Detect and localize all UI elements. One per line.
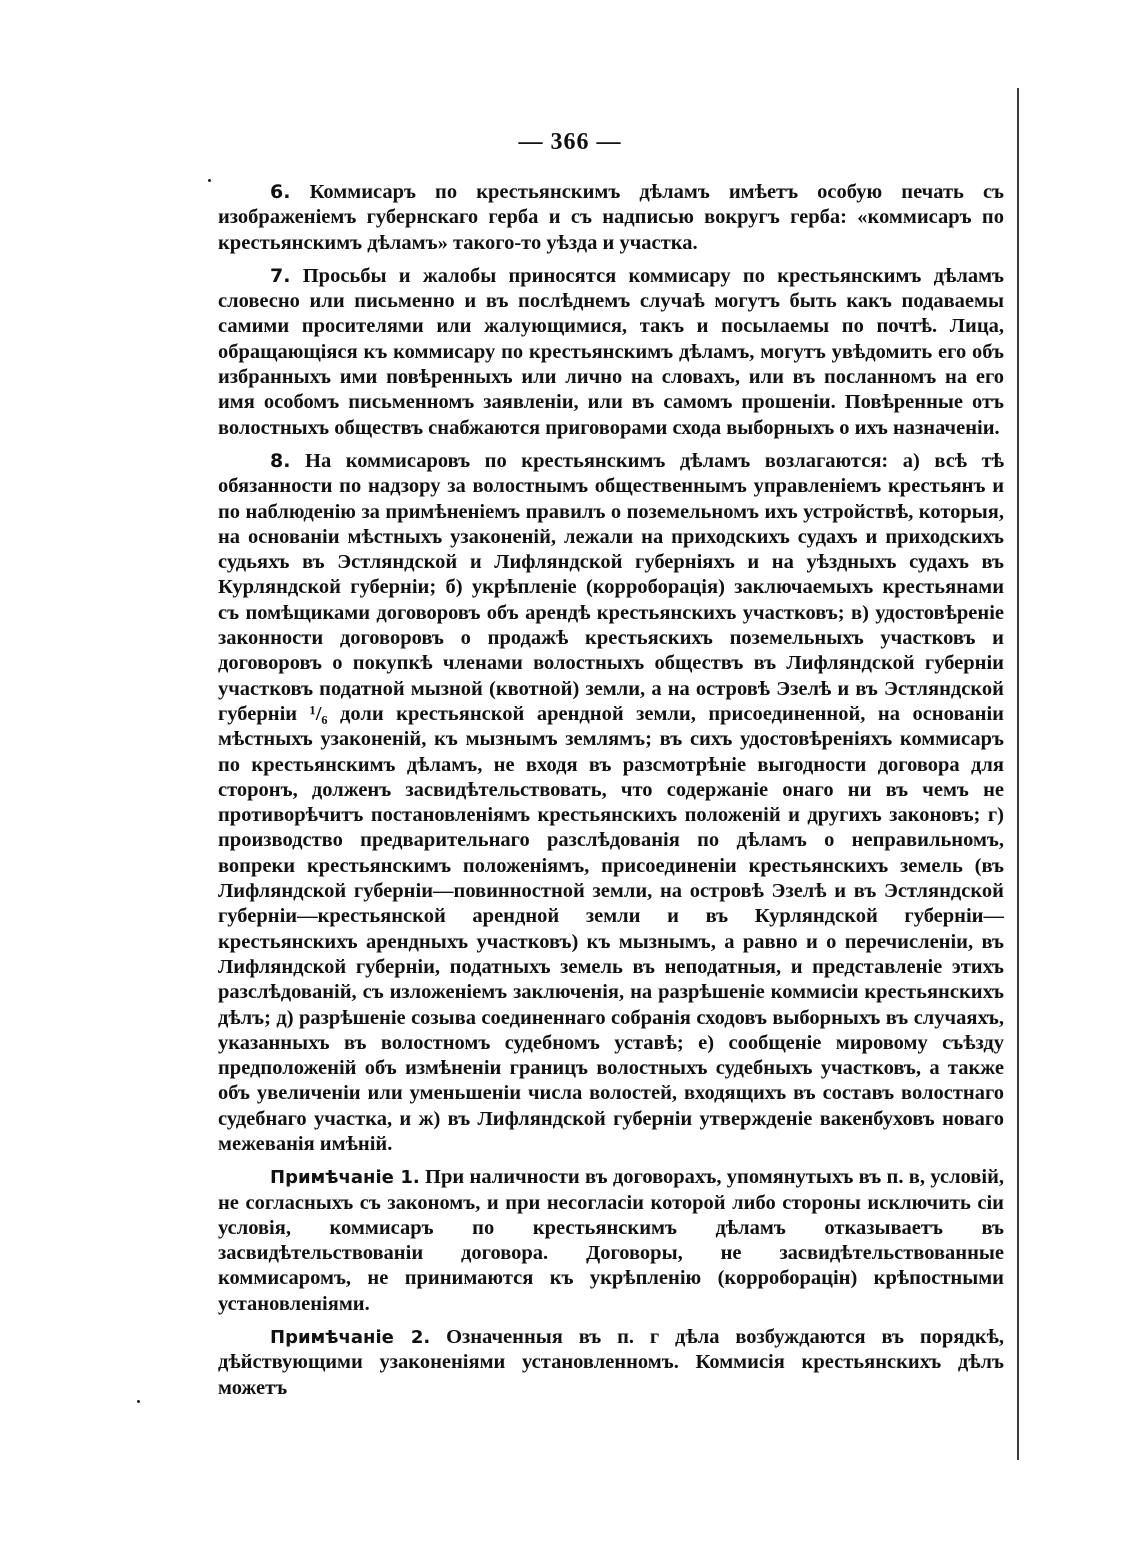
article-8 <box>218 449 1004 1157</box>
article-number: 7. <box>270 264 291 287</box>
article-number: 6. <box>270 181 291 203</box>
note-2 <box>218 1325 1004 1401</box>
article-6 <box>218 180 1004 256</box>
article-text: Просьбы и жалобы приносятся коммисару по крестьянскимъ дѣламъ словесно или письменно и въ послѣднемъ случаѣ могутъ быть какъ подаваемы самими просителями или жалующимися, такъ и посылаемы по почтѣ. Лица, обращающіяся къ коммисару по крестьянскимъ дѣламъ, могутъ увѣдомить его объ избранныхъ ими повѣренныхъ или лично на словахъ, или въ посланномъ на его имя особомъ письменномъ заявленіи, или въ самомъ прошеніи. Повѣренные отъ волостныхъ обществъ снабжаются приговорами схода выборныхъ о ихъ назначеніи. <box>218 264 1004 439</box>
scan-speck <box>208 179 211 182</box>
body-text <box>218 180 1004 1409</box>
article-text: На коммисаровъ по крестьянскимъ дѣламъ возлагаются: а) всѣ тѣ обязанности по надзору за волостнымъ общественнымъ управленіемъ крестьянъ и по наблюденію за примѣненіемъ правилъ о поземельномъ ихъ устройствѣ, которыя, на основаніи мѣстныхъ узаконеній, лежали на приходскихъ судахъ и приходскихъ судьяхъ въ Эстляндской и Лифляндской губерніяхъ и на уѣздныхъ судахъ въ Курляндской губерніи; б) укрѣпленіе (корроборація) заключаемыхъ крестьянами съ помѣщиками договоровъ объ арендѣ крестьянскихъ участковъ; в) удостовѣреніе законности договоровъ о продажѣ крестьяскихъ поземельныхъ участковъ и договоровъ о покупкѣ членами волостныхъ обществъ въ Лифляндской губерніи участковъ податной мызной (квотной) земли, а на островѣ Эзелѣ и въ Эстляндской губерніи ¹/₆ доли крестьянской арендной земли, присоединенной, на основаніи мѣстныхъ узаконеній, къ мызнымъ землямъ; въ сихъ удостовѣреніяхъ коммисаръ по крестьянскимъ дѣламъ, не входя въ разсмотрѣніе выгодности договора для сторонъ, долженъ засвидѣтельствовать, что содержаніе онаго ни въ чемъ не противорѣчитъ постановленіямъ крестьянскихъ положеній и другихъ законовъ; г) производство предварительнаго разслѣдованія по дѣламъ о неправильномъ, вопреки крестьянскимъ положеніямъ, присоединеніи крестьянскихъ земель (въ Лифляндской губерніи—повинностной земли, на островѣ Эзелѣ и въ Эстляндской губерніи—крестьянской арендной земли и въ Курляндской губерніи—крестьянскихъ арендныхъ участковъ) къ мызнымъ, а равно и о перечисленіи, въ Лифляндской губерніи, податныхъ земель въ неподатныя, и представленіе этихъ разслѣдованій, съ изложеніемъ заключенія, на разрѣшеніе коммисіи крестьянскихъ дѣлъ; д) разрѣшеніе созыва соединеннаго собранія сходовъ выборныхъ въ случаяхъ, указанныхъ въ волостномъ судебномъ уставѣ; е) сообщеніе мировому съѣзду предположеній объ измѣненіи границъ волостныхъ судебныхъ участковъ, а также объ увеличеніи или уменьшеніи числа волостей, входящихъ въ составъ волостнаго судебнаго участка, и ж) въ Лифляндской губерніи утвержденіе вакенбуховъ новаго межеванія имѣній. <box>218 449 1005 1155</box>
note-label: Примѣчаніе 2. <box>270 1327 431 1349</box>
note-label: Примѣчаніе 1. <box>270 1167 420 1189</box>
note-text: Означенныя въ п. г дѣла возбуждаются въ порядкѣ, дѣйствующими узаконеніями установленномъ. Коммисія крестьянскихъ дѣлъ можетъ <box>218 1326 1004 1399</box>
page-number: — 366 — <box>518 129 622 155</box>
page-edge-rule <box>1017 88 1019 1460</box>
article-7 <box>218 264 1004 441</box>
article-text: Коммисаръ по крестьянскимъ дѣламъ имѣетъ особую печать съ изображеніемъ губернскаго герба и съ надписью вокругъ герба: «коммисаръ по крестьянскимъ дѣламъ» такого-то уѣзда и участка. <box>218 181 1005 254</box>
note-1 <box>218 1165 1004 1317</box>
note-text: При наличности въ договорахъ, упомянутыхъ въ п. в, условій, не согласныхъ съ закономъ, и при несогласіи которой либо стороны исключить сіи условія, коммисаръ по крестьянскимъ дѣламъ отказываетъ въ засвидѣтельствованіи договора. Договоры, не засвидѣтельствованные коммисаромъ, не принимаются къ укрѣпленію (корроборацін) крѣпостными установленіями. <box>218 1166 1005 1315</box>
scan-speck <box>137 1400 140 1403</box>
article-number: 8. <box>270 449 291 472</box>
